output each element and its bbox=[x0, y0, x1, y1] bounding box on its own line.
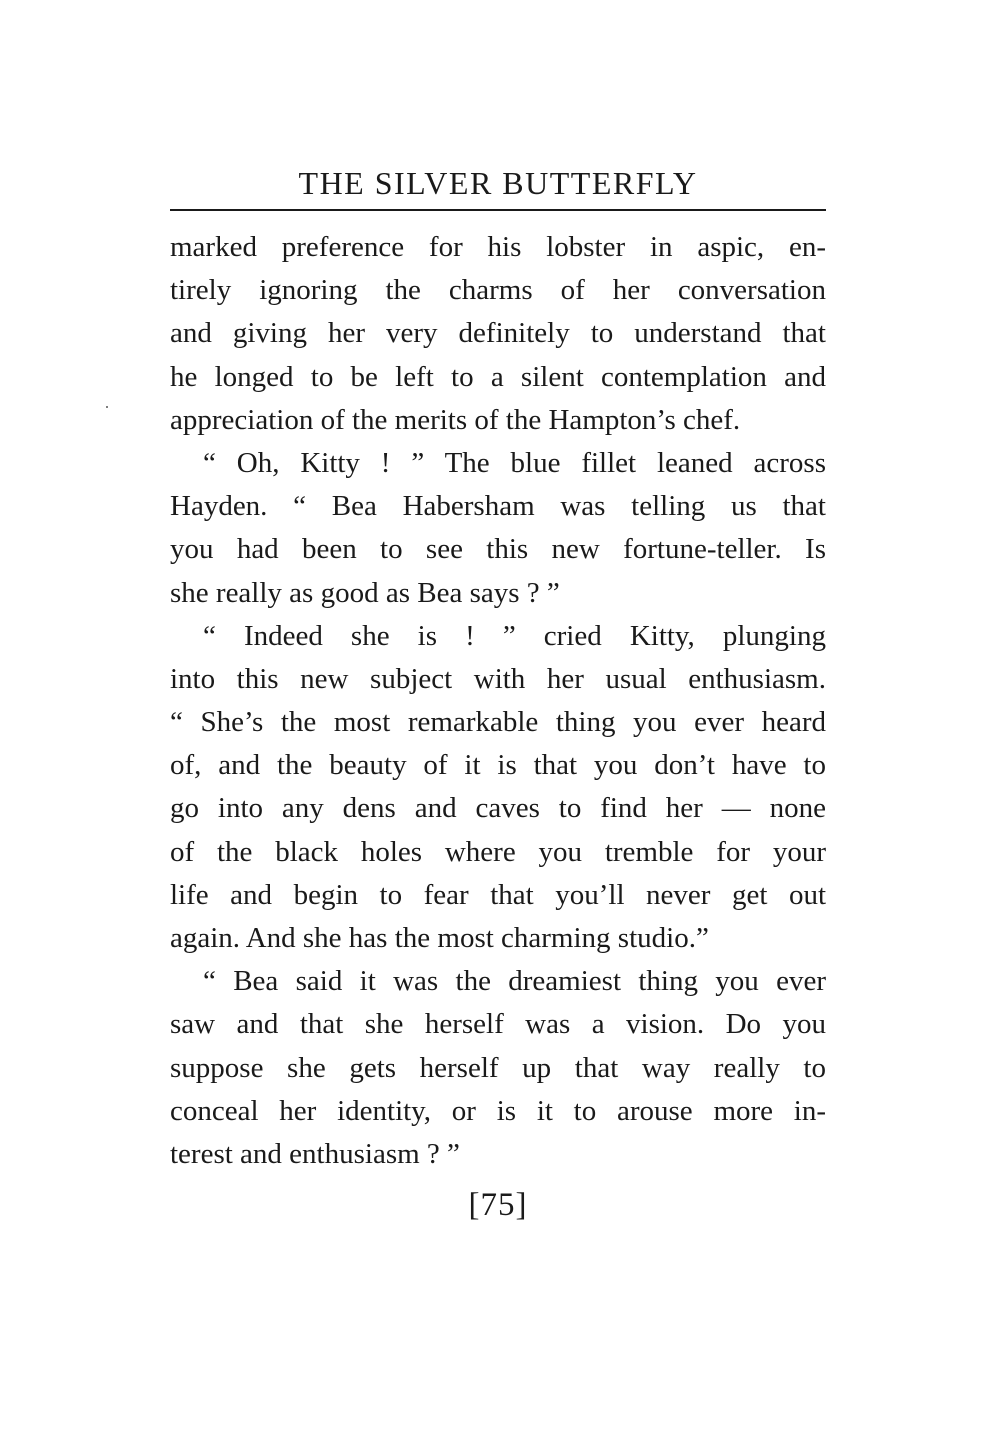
text-line: suppose she gets herself up that way really to bbox=[170, 1051, 826, 1084]
text-line: Hayden. “ Bea Habersham was telling us that bbox=[170, 490, 826, 523]
text-line: saw and that she herself was a vision. Do you bbox=[170, 1008, 826, 1041]
text-line: into this new subject with her usual enthusiasm. bbox=[170, 662, 826, 695]
text-line: “ Oh, Kitty ! ” The blue fillet leaned across bbox=[203, 446, 826, 479]
text-line: life and begin to fear that you’ll never get out bbox=[170, 878, 826, 911]
text-line: of, and the beauty of it is that you don’t have to bbox=[170, 749, 826, 782]
text-line: again. And she has the most charming studio.” bbox=[170, 922, 709, 954]
text-line: “ Bea said it was the dreamiest thing you ever bbox=[203, 965, 826, 998]
text-line: tirely ignoring the charms of her conversation bbox=[170, 274, 826, 307]
page-number: [75] bbox=[468, 1187, 528, 1223]
text-line: “ She’s the most remarkable thing you ever heard bbox=[170, 706, 826, 739]
text-line: of the black holes where you tremble for your bbox=[170, 835, 826, 868]
header-rule bbox=[170, 209, 826, 211]
text-line: marked preference for his lobster in aspic, en- bbox=[170, 231, 826, 263]
text-line: and giving her very definitely to understand that bbox=[170, 317, 826, 350]
text-line: go into any dens and caves to find her — none bbox=[170, 792, 826, 825]
text-line: terest and enthusiasm ? ” bbox=[170, 1137, 460, 1170]
body-text bbox=[170, 226, 826, 1176]
text-line: “ Indeed she is ! ” cried Kitty, plunging bbox=[203, 619, 826, 652]
text-line: conceal her identity, or is it to arouse more in- bbox=[170, 1094, 826, 1127]
text-line: appreciation of the merits of the Hampton’s chef. bbox=[170, 403, 741, 436]
paper-speck bbox=[106, 406, 108, 408]
text-line: you had been to see this new fortune-teller. Is bbox=[170, 533, 826, 566]
text-line: she really as good as Bea says ? ” bbox=[170, 576, 560, 609]
running-title: THE SILVER BUTTERFLY bbox=[298, 165, 698, 201]
text-line: he longed to be left to a silent contemplation and bbox=[170, 360, 826, 393]
